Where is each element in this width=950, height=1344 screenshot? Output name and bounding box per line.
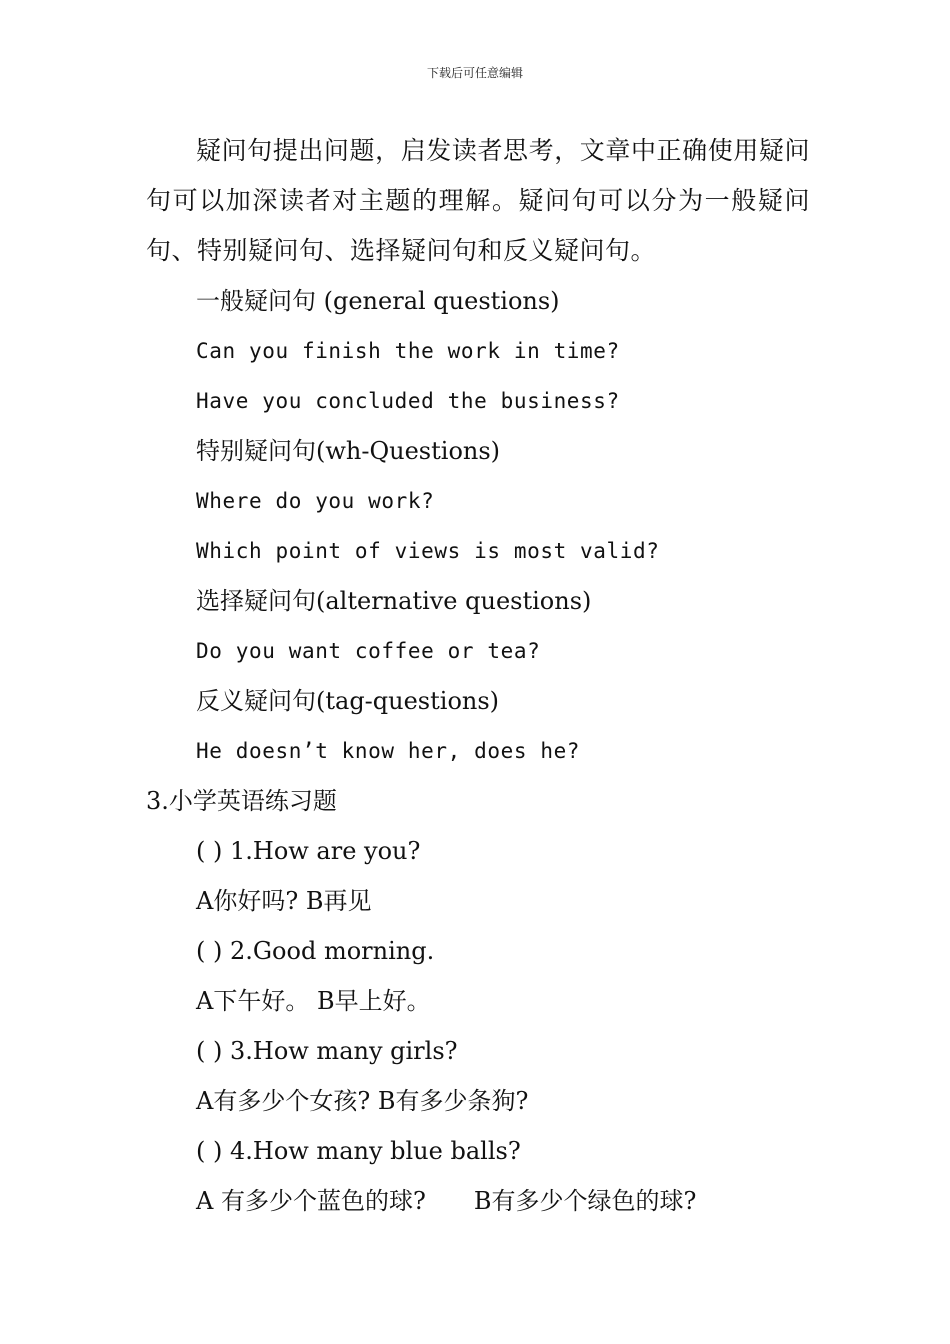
wh-question-example-1: Where do you work? bbox=[196, 489, 435, 513]
wh-question-heading: 特别疑问句(wh-Questions) bbox=[196, 437, 501, 465]
section-title: 3.小学英语练习题 bbox=[146, 787, 337, 815]
alternative-question-heading: 选择疑问句(alternative questions) bbox=[196, 587, 592, 615]
exercise-4-option-a: A 有多少个蓝色的球? bbox=[196, 1187, 426, 1215]
exercise-1-option-a: A你好吗? bbox=[196, 887, 299, 915]
alternative-question-example-1: Do you want coffee or tea? bbox=[196, 639, 541, 663]
exercise-4-option-b: B有多少个绿色的球? bbox=[473, 1187, 697, 1215]
exercise-2-option-b: B早上好。 bbox=[316, 987, 431, 1015]
document-body bbox=[146, 126, 810, 1226]
wh-question-example-2: Which point of views is most valid? bbox=[196, 539, 660, 563]
page-header: 下载后可任意编辑 bbox=[426, 66, 523, 80]
exercise-1-options bbox=[146, 876, 810, 926]
general-question-example-2: Have you concluded the business? bbox=[196, 389, 620, 413]
exercise-2-option-a: A下午好。 bbox=[196, 987, 310, 1015]
tag-question-heading: 反义疑问句(tag-questions) bbox=[196, 687, 500, 715]
exercise-1-question: ( ) 1.How are you? bbox=[196, 837, 421, 865]
exercise-4-question: ( ) 4.How many blue balls? bbox=[196, 1137, 521, 1165]
exercise-2-question: ( ) 2.Good morning. bbox=[196, 937, 435, 965]
exercise-3-question: ( ) 3.How many girls? bbox=[196, 1037, 458, 1065]
intro-paragraph: 疑问句提出问题，启发读者思考，文章中正确使用疑问句可以加深读者对主题的理解。疑问句可以分为一般疑问句、特别疑问句、选择疑问句和反义疑问句。 bbox=[146, 136, 810, 265]
general-question-heading: 一般疑问句 (general questions) bbox=[196, 287, 560, 315]
exercise-3-option-b: B有多少条狗? bbox=[377, 1087, 529, 1115]
exercise-3-options bbox=[146, 1076, 810, 1126]
general-question-example-1: Can you finish the work in time? bbox=[196, 339, 620, 363]
tag-question-example-1: He doesn’t know her, does he? bbox=[196, 739, 581, 763]
exercise-4-options bbox=[146, 1176, 810, 1226]
exercise-3-option-a: A有多少个女孩? bbox=[196, 1087, 371, 1115]
exercise-2-options bbox=[146, 976, 810, 1026]
exercise-1-option-b: B再见 bbox=[305, 887, 372, 915]
